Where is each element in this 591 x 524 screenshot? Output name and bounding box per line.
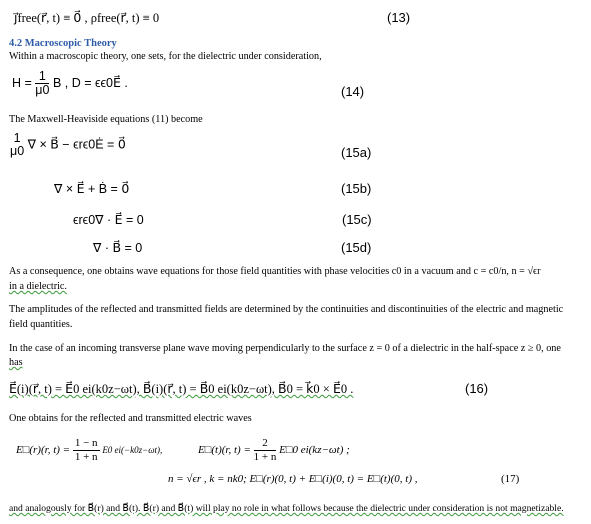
equation-transmitted (198, 437, 350, 464)
equation-16-number: (16) (465, 381, 489, 396)
equation-reflected-fraction (73, 437, 100, 464)
maxwell-intro: The Maxwell-Heaviside equations (11) become (9, 114, 203, 125)
equation-15b: ∇ × E⃗ + Ḃ = 0⃗ (54, 182, 130, 196)
equation-transmitted-denominator: 1 + n (253, 451, 277, 463)
section-intro: Within a macroscopic theory, one sets, for the dielectric under consideration, (9, 51, 322, 62)
equation-reflected (16, 437, 162, 464)
equation-reflected-numerator: 1 − n (74, 437, 98, 449)
consequence-line-2: in a dielectric. (9, 281, 67, 292)
equation-13-number: (13) (387, 10, 411, 25)
equation-14-number: (14) (341, 84, 365, 99)
equation-17-number: (17) (501, 473, 520, 485)
equation-15a-numerator: 1 (13, 131, 21, 145)
equation-15c: ϵrϵ0∇ · E⃗ = 0 (73, 213, 144, 227)
equation-transmitted-fraction (254, 437, 277, 464)
equation-15d-number: (15d) (341, 240, 372, 255)
amplitudes-line-1: The amplitudes of the reflected and transmitted fields are determined by the continuities and discontinuities of the electric and magnetic (9, 304, 564, 315)
equation-16 (9, 381, 353, 397)
equation-13-content: j⃗free(r⃗, t) ≡ 0⃗ , ρfree(r⃗, t) ≡ 0 (14, 11, 160, 25)
equation-reflected-rhs: E0 ei(−k0z−ωt), (102, 445, 163, 456)
equation-15a-denominator: μ0 (10, 144, 25, 158)
equation-14-denominator: μ0 (35, 83, 50, 97)
equation-15a (10, 132, 126, 158)
obtains-text: One obtains for the reflected and transmitted electric waves (9, 413, 252, 424)
equation-15d: ∇ · B⃗ = 0 (93, 241, 143, 255)
equation-transmitted-numerator: 2 (254, 437, 277, 451)
section-heading: 4.2 Macroscopic Theory (9, 38, 117, 49)
equation-16-content: E⃗(i)(r⃗, t) = E⃗0 ei(k0z−ωt), B⃗(i)(r⃗, t) = B⃗0 ei(k0z−ωt), B⃗0 = k⃗0 × E⃗0 . (9, 382, 354, 396)
amplitudes-line-2: field quantities. (9, 319, 73, 330)
equation-14-fraction (35, 70, 49, 97)
consequence-line-1: As a consequence, one obtains wave equations for those field quantities with phase velocities c0 in a vacuum and c = c0/n, n = √ϵr (9, 266, 541, 277)
equation-17 (168, 473, 417, 485)
equation-14-lhs: H = (12, 75, 32, 90)
incoming-line-2: has (9, 357, 23, 368)
equation-reflected-denominator: 1 + n (74, 451, 98, 463)
equation-transmitted-rhs: E□0 ei(kz−ωt) ; (279, 444, 350, 457)
equation-15b-number: (15b) (341, 181, 372, 196)
equation-transmitted-lhs: E□(t)(r, t) = (198, 444, 251, 457)
equation-17-content: n = √ϵr , k = nk0; E□(r)(0, t) + E□(i)(0, t) = E□(t)(0, t) , (168, 473, 418, 485)
final-paragraph: and analogously for B⃗(r) and B⃗(t). B⃗(r) and B⃗(t) will play no role in what follows because the dielectric under consideration is not magnetizable. (9, 503, 564, 514)
equation-14-rest: B , D = ϵϵ0E⃗ . (52, 75, 128, 90)
equation-14-numerator: 1 (35, 70, 49, 84)
equation-15a-number: (15a) (341, 145, 372, 160)
equation-13 (14, 10, 159, 26)
equation-15a-fraction (10, 132, 24, 158)
incoming-line-1: In the case of an incoming transverse plane wave moving perpendicularly to the surface z = 0 of a dielectric in the half-space z ≥ 0, one (9, 343, 561, 354)
equation-15a-content: ∇ × B⃗ − ϵrϵ0Ė = 0⃗ (27, 137, 126, 152)
equation-reflected-lhs: E□(r)(r, t) = (16, 444, 71, 457)
equation-14 (12, 70, 128, 97)
equation-15c-number: (15c) (342, 212, 372, 227)
